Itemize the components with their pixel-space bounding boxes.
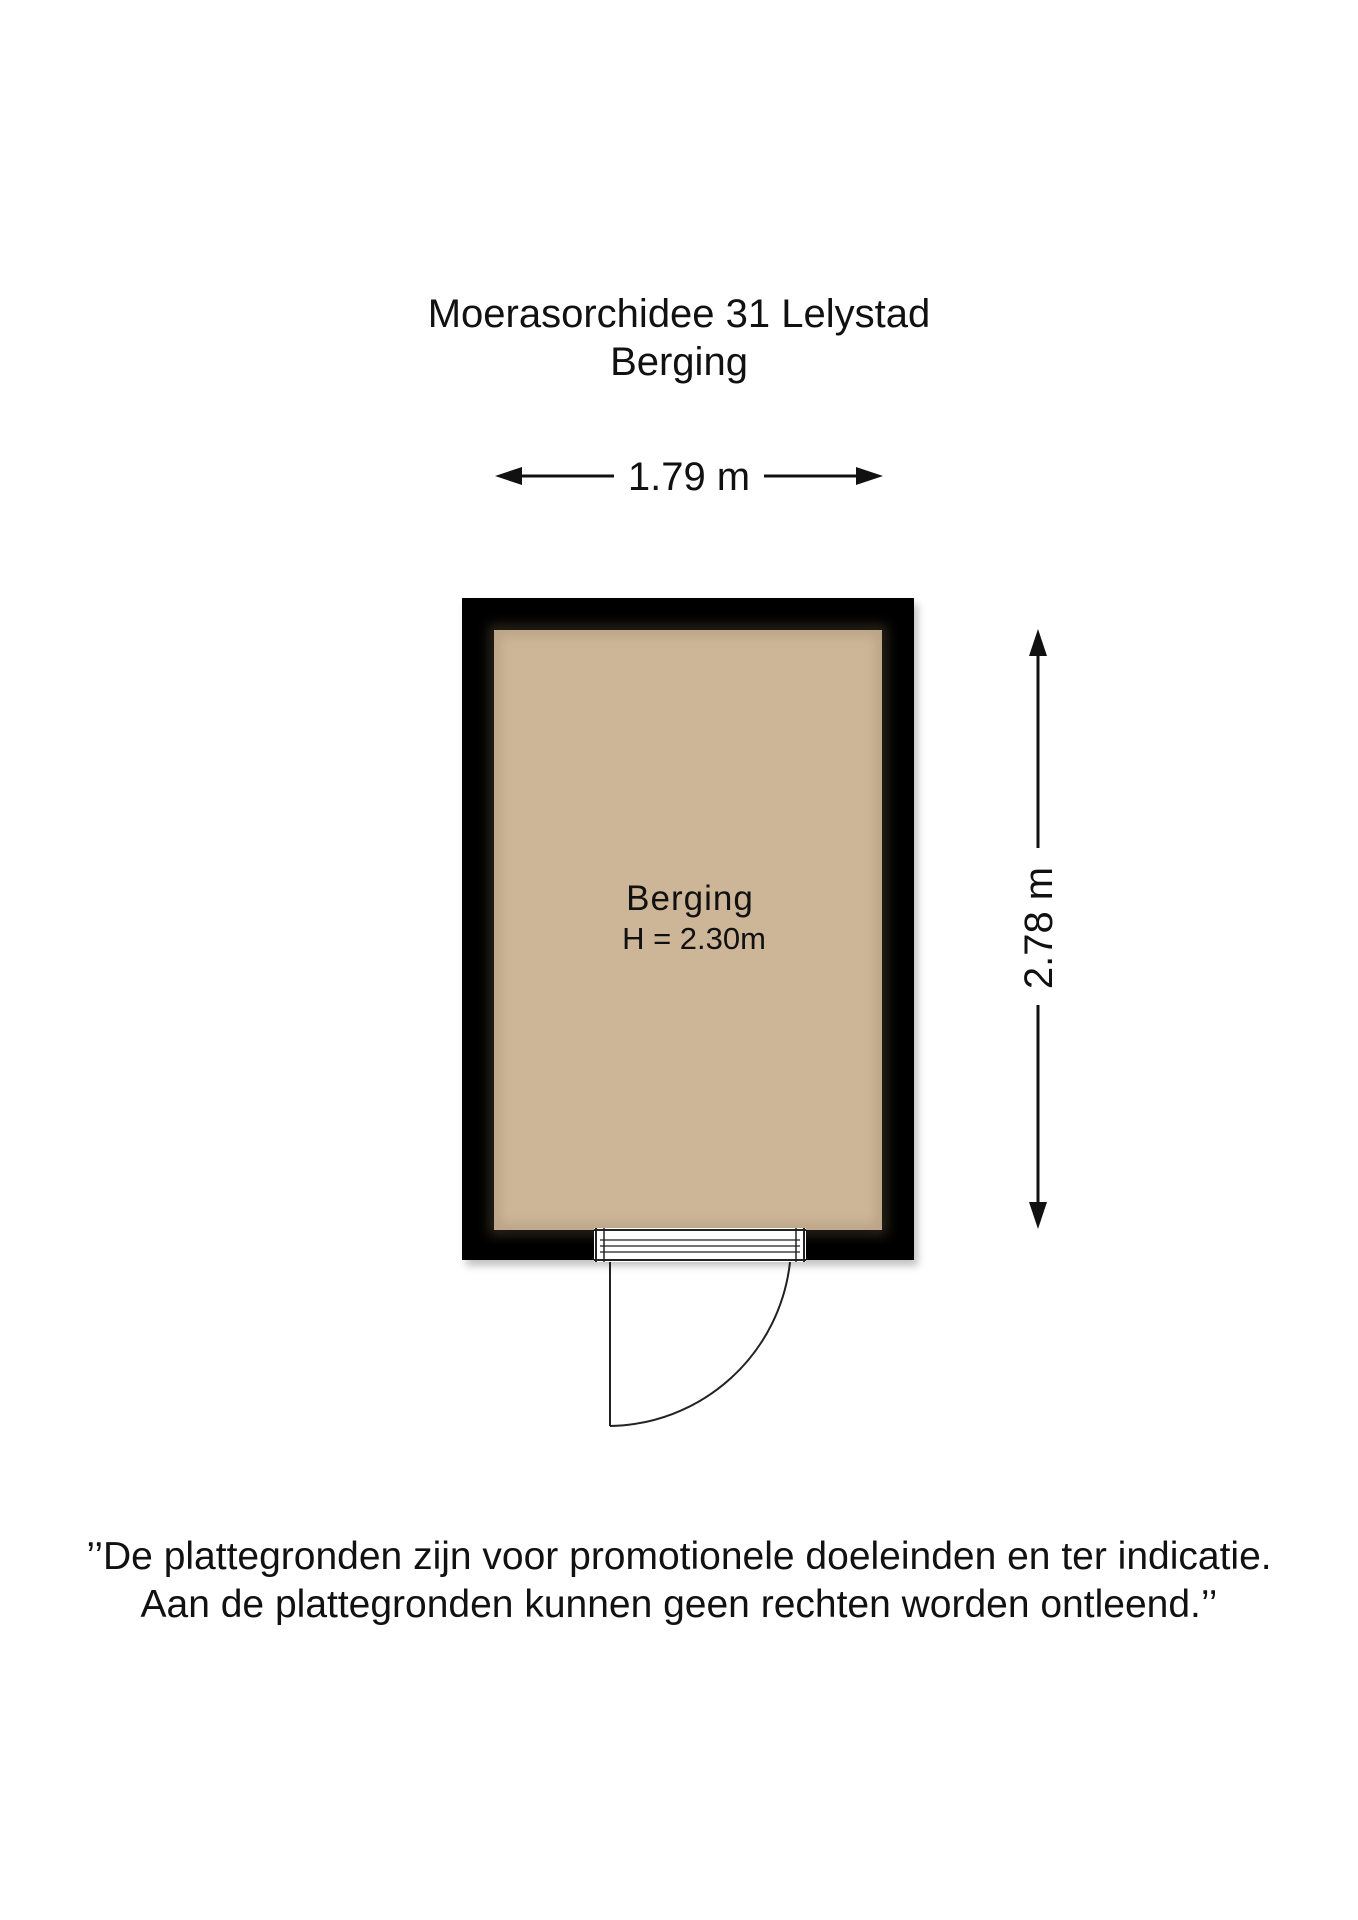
room-name: Berging bbox=[626, 879, 754, 918]
depth-label: 2.78 m bbox=[1017, 866, 1061, 990]
room-height: H = 2.30m bbox=[622, 921, 766, 956]
depth-dimension bbox=[1017, 629, 1061, 1229]
door bbox=[594, 1228, 806, 1426]
door-swing-arc bbox=[610, 1262, 790, 1426]
arrow-left-icon bbox=[495, 467, 522, 485]
arrow-right-icon bbox=[856, 467, 883, 485]
width-dimension bbox=[495, 455, 883, 499]
width-label: 1.79 m bbox=[627, 455, 751, 499]
disclaimer-line-1: ’’De plattegronden zijn voor promotionele doeleinden en ter indicatie. bbox=[86, 1535, 1272, 1578]
disclaimer-line-2: Aan de plattegronden kunnen geen rechten worden ontleend.’’ bbox=[140, 1583, 1218, 1626]
plan-floor-name: Berging bbox=[610, 340, 748, 384]
arrow-up-icon bbox=[1029, 629, 1047, 656]
plan-address: Moerasorchidee 31 Lelystad bbox=[427, 292, 931, 336]
arrow-down-icon bbox=[1029, 1202, 1047, 1229]
